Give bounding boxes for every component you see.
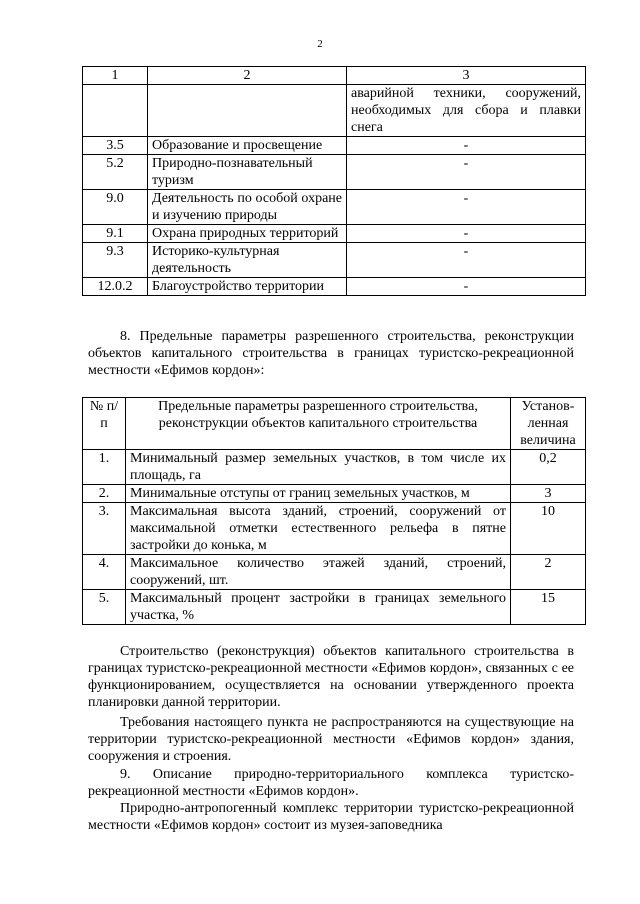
param-cell: Максимальное количество этажей зданий, строений, сооружений, шт.	[126, 555, 511, 590]
value-cell: 3	[511, 485, 586, 503]
table-row	[83, 190, 586, 225]
param-cell: Максимальный процент застройки в границах земельного участка, %	[126, 590, 511, 625]
table-row	[83, 243, 586, 278]
table-row	[83, 225, 586, 243]
value-cell: 10	[511, 503, 586, 555]
number-cell: 2.	[83, 485, 126, 503]
code-cell: 3.5	[83, 137, 148, 155]
table-row	[83, 485, 586, 503]
value-cell: -	[347, 137, 586, 155]
header-cell: 3	[347, 67, 586, 85]
construction-parameters-table	[82, 397, 586, 625]
table-row	[83, 503, 586, 555]
name-cell: Благоустройство территории	[148, 278, 347, 296]
param-cell: Минимальный размер земельных участков, в том числе их площадь, га	[126, 450, 511, 485]
header-cell: Предельные параметры разрешенного строительства, реконструкции объектов капитального строительства	[126, 398, 511, 450]
table-row	[83, 450, 586, 485]
paragraph-requirements: Требования настоящего пункта не распространяются на существующие на территории туристско-рекреационной местности «Ефимов кордон» здания, сооружения и строения.	[88, 715, 574, 764]
code-cell: 12.0.2	[83, 278, 148, 296]
value-cell: -	[347, 190, 586, 225]
header-cell: Установ-ленная величина	[511, 398, 586, 450]
table-row	[83, 137, 586, 155]
value-cell: -	[347, 243, 586, 278]
table-cell: аварийной техники, сооружений, необходимых для сбора и плавки снега	[347, 85, 586, 137]
paragraph-complex: Природно-антропогенный комплекс территории туристско-рекреационной местности «Ефимов кордон» состоит из музея-заповедника	[88, 801, 574, 833]
number-cell: 3.	[83, 503, 126, 555]
table-row	[83, 278, 586, 296]
table-row	[83, 590, 586, 625]
table-row	[83, 155, 586, 190]
name-cell: Охрана природных территорий	[148, 225, 347, 243]
code-cell: 9.3	[83, 243, 148, 278]
value-cell: -	[347, 278, 586, 296]
name-cell: Деятельность по особой охране и изучению природы	[148, 190, 347, 225]
table-cell	[83, 85, 148, 137]
paragraph-construction: Строительство (реконструкция) объектов капитального строительства в границах туристско-рекреационной местности «Ефимов кордон», связанных с ее функционированием, осуществляется на основании утвержденного проекта планировки данной территории.	[88, 644, 574, 710]
header-cell: 1	[83, 67, 148, 85]
number-cell: 1.	[83, 450, 126, 485]
table-row	[83, 555, 586, 590]
param-cell: Минимальные отступы от границ земельных участков, м	[126, 485, 511, 503]
number-cell: 4.	[83, 555, 126, 590]
page-number: 2	[317, 38, 323, 50]
table-cell	[148, 85, 347, 137]
land-use-table	[82, 66, 586, 296]
number-cell: 5.	[83, 590, 126, 625]
value-cell: 0,2	[511, 450, 586, 485]
code-cell: 9.0	[83, 190, 148, 225]
param-cell: Максимальная высота зданий, строений, сооружений от максимальной отметки естественного рельефа в пятне застройки до конька, м	[126, 503, 511, 555]
table-header-row	[83, 67, 586, 85]
value-cell: 15	[511, 590, 586, 625]
header-cell: 2	[148, 67, 347, 85]
name-cell: Образование и просвещение	[148, 137, 347, 155]
table-row	[83, 85, 586, 137]
table-header-row	[83, 398, 586, 450]
value-cell: 2	[511, 555, 586, 590]
name-cell: Историко-культурная деятельность	[148, 243, 347, 278]
value-cell: -	[347, 155, 586, 190]
paragraph-9: 9. Описание природно-территориального комплекса туристско-рекреационной местности «Ефимов кордон».	[88, 767, 574, 799]
name-cell: Природно-познавательный туризм	[148, 155, 347, 190]
code-cell: 9.1	[83, 225, 148, 243]
paragraph-8: 8. Предельные параметры разрешенного строительства, реконструкции объектов капитального строительства в границах туристско-рекреационной местности «Ефимов кордон»:	[88, 329, 574, 378]
code-cell: 5.2	[83, 155, 148, 190]
value-cell: -	[347, 225, 586, 243]
header-cell: № п/п	[83, 398, 126, 450]
